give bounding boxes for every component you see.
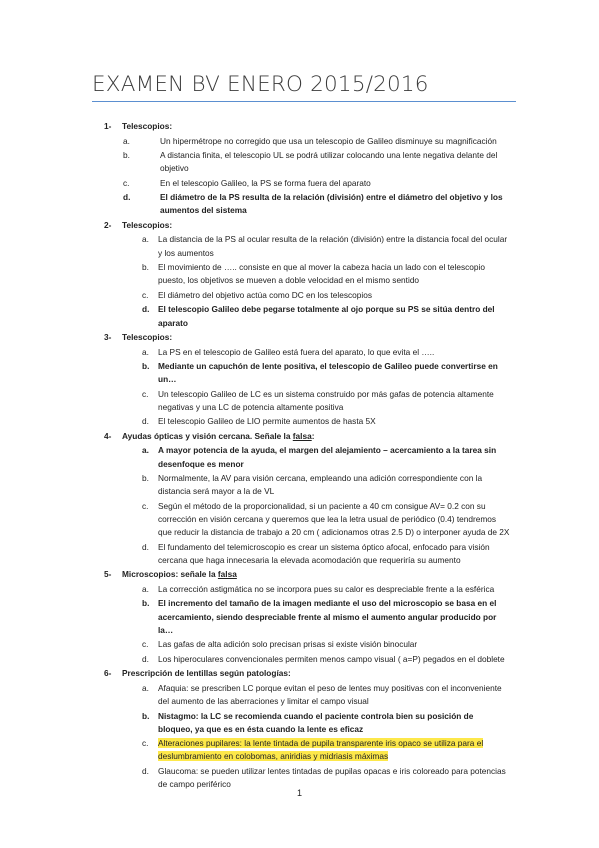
option-letter: c.	[142, 500, 149, 511]
answer-option	[0, 303, 510, 329]
option-text: La corrección astigmática no se incorpora pues su calor es despreciable frente a la esférica	[158, 583, 495, 594]
option-text: Los hiperoculares convencionales permiten menos campo visual ( a=P) pegados en el doblete	[158, 653, 505, 664]
answer-option	[0, 135, 512, 148]
question-title	[122, 431, 314, 441]
option-text: El incremento del tamaño de la imagen mediante el uso del microscopio se basa en el acercamiento, siendo despreciable frente al mismo el aumento angular producido por la…	[158, 598, 497, 635]
option-text: La distancia de la PS al ocular resulta de la relación (división) entre la distancia focal del ocular y los aumentos	[158, 234, 508, 258]
question-title	[122, 121, 172, 131]
option-letter: d.	[142, 541, 149, 552]
option-letter: b.	[142, 361, 150, 372]
option-letter: c.	[142, 639, 149, 650]
answer-option	[0, 149, 512, 175]
option-letter: c.	[142, 289, 149, 300]
question-title-underlined: falsa	[217, 569, 237, 580]
question-number: 5-	[104, 569, 112, 580]
question-title	[122, 220, 172, 230]
question-heading	[0, 331, 522, 344]
question-number: 2-	[104, 219, 112, 230]
option-text: Nistagmo: la LC se recomienda cuando el paciente controla bien su posición de bloqueo, ya que es en ésta cuando la lente es eficaz	[158, 710, 474, 734]
option-text: La PS en el telescopio de Galileo está fuera del aparato, lo que evita el …..	[158, 346, 435, 357]
option-text: Afaquia: se prescriben LC porque evitan el peso de lentes muy positivas con el inconveniente del aumento de las aberraciones y limitar el campo visual	[158, 682, 502, 707]
option-text: A mayor potencia de la ayuda, el margen del alejamiento – acercamiento a la tarea sin desenfoque es menor	[158, 445, 497, 469]
answer-option	[0, 653, 510, 666]
answer-option	[0, 444, 510, 470]
question-list	[0, 120, 599, 793]
option-text: Un telescopio Galileo de LC es un sistema construido por más gafas de potencia altamente negativas y una LC de potencia altamente positiva	[158, 388, 494, 412]
question-title-end: :	[311, 430, 315, 441]
answer-option	[0, 261, 510, 287]
question-number: 6-	[104, 668, 112, 679]
option-letter: a.	[123, 135, 130, 146]
question-heading	[0, 219, 522, 232]
answer-option	[0, 638, 510, 651]
option-letter: c.	[123, 177, 130, 188]
option-text: En el telescopio Galileo, la PS se forma fuera del aparato	[160, 177, 371, 188]
option-letter: a.	[142, 234, 149, 245]
option-text-highlighted: Alteraciones pupilares: la lente tintada de pupila transparente iris opaco se utiliza para el deslumbramiento en colobomas, aniridias y midriasis máximas	[158, 738, 484, 762]
option-letter: b.	[123, 150, 130, 160]
option-text: El telescopio Galileo debe pegarse totalmente al ojo porque su PS se sitúa dentro del aparato	[158, 304, 495, 328]
option-letter: c.	[142, 738, 149, 749]
option-letter: c.	[142, 388, 149, 399]
answer-option	[0, 583, 510, 596]
page-number: 1	[296, 788, 302, 798]
option-text: Según el método de la proporcionalidad, si un paciente a 40 cm consigue AV= 0.2 con su corrección en visión cercana y queremos que lea la letra usual de periódico (0.4) tendremos que reducir la distancia de trabajo a 20 cm ( adicionamos otras 2.5 D) o interponer ayuda de 2X	[158, 500, 510, 538]
option-text: Un hipermétrope no corregido que usa un telescopio de Galileo disminuye su magnificación	[160, 135, 497, 146]
question-title-text: Telescopios:	[122, 332, 173, 343]
option-text: Las gafas de alta adición solo precisan prisas si existe visión binocular	[158, 639, 418, 650]
option-letter: b.	[142, 473, 149, 484]
answer-option	[0, 233, 510, 259]
answer-option	[0, 710, 510, 736]
option-text: A distancia finita, el telescopio UL se podrá utilizar colocando una lente negativa delante del objetivo	[160, 150, 498, 174]
option-text: El movimiento de ….. consiste en que al mover la cabeza hacia un lado con el telescopio puesto, los objetivos se mueven a doble velocidad en el mismo sentido	[158, 262, 485, 286]
option-text: El telescopio Galileo de LIO permite aumentos de hasta 5X	[158, 416, 376, 427]
answer-option	[0, 360, 510, 386]
option-letter: b.	[142, 262, 149, 273]
option-text: Normalmente, la AV para visión cercana, empleando una adición correspondiente con la distancia será mayor a la de VL	[158, 473, 483, 497]
question-title-text: Ayudas ópticas y visión cercana. Señale la	[122, 430, 293, 441]
question-title	[122, 668, 291, 678]
answer-option	[0, 500, 510, 540]
option-letter: b.	[142, 598, 150, 609]
option-letter: a.	[142, 583, 149, 594]
question-heading	[0, 568, 522, 581]
answer-option	[0, 415, 510, 428]
option-letter: b.	[142, 710, 150, 721]
option-text: El diámetro de la PS resulta de la relación (división) entre el diámetro del objetivo y los aumentos del sistema	[160, 192, 503, 216]
answer-option	[0, 682, 510, 708]
answer-option	[0, 388, 510, 414]
option-text: El diámetro del objetivo actúa como DC en los telescopios	[158, 289, 372, 300]
question-title-underlined: falsa	[292, 430, 312, 441]
title-rule	[92, 101, 516, 102]
option-text: El fundamento del telemicroscopio es crear un sistema óptico afocal, enfocado para visión cercana que haga innecesaria la elevada acomodación que requeriría su aumento	[158, 541, 490, 565]
answer-option	[0, 177, 512, 190]
option-text: Glaucoma: se pueden utilizar lentes tintadas de pupilas opacas e iris coloreado para potencias de campo periférico	[158, 765, 506, 790]
answer-option	[0, 289, 510, 302]
question-title-text: Telescopios:	[122, 219, 173, 230]
option-letter: d.	[142, 304, 150, 315]
question-title	[122, 569, 237, 579]
question-heading	[0, 120, 522, 133]
option-letter: a.	[142, 682, 149, 693]
answer-option	[0, 597, 510, 637]
question-number: 1-	[104, 121, 112, 131]
question-number: 4-	[104, 430, 112, 441]
answer-option	[0, 472, 510, 498]
option-letter: a.	[142, 445, 149, 456]
question-title-text: Prescripción de lentillas según patologías:	[122, 668, 291, 679]
question-heading	[0, 430, 522, 443]
question-title-text: Microscopios: señale la	[122, 569, 218, 580]
question-title	[122, 332, 172, 342]
option-letter: d.	[142, 765, 149, 776]
option-text: Mediante un capuchón de lente positiva, el telescopio de Galileo puede convertirse en un…	[158, 361, 498, 385]
option-letter: d.	[142, 416, 149, 427]
option-letter: d.	[142, 653, 149, 664]
answer-option	[0, 346, 510, 359]
answer-option	[0, 541, 510, 567]
question-heading	[0, 667, 522, 680]
option-letter: a.	[142, 346, 149, 357]
page-title: EXAMEN BV ENERO 2015/2016	[92, 72, 429, 97]
question-title-text: Telescopios:	[122, 121, 173, 131]
answer-option	[0, 737, 510, 763]
answer-option	[0, 191, 512, 217]
question-number: 3-	[104, 332, 112, 343]
option-letter: d.	[123, 192, 131, 203]
